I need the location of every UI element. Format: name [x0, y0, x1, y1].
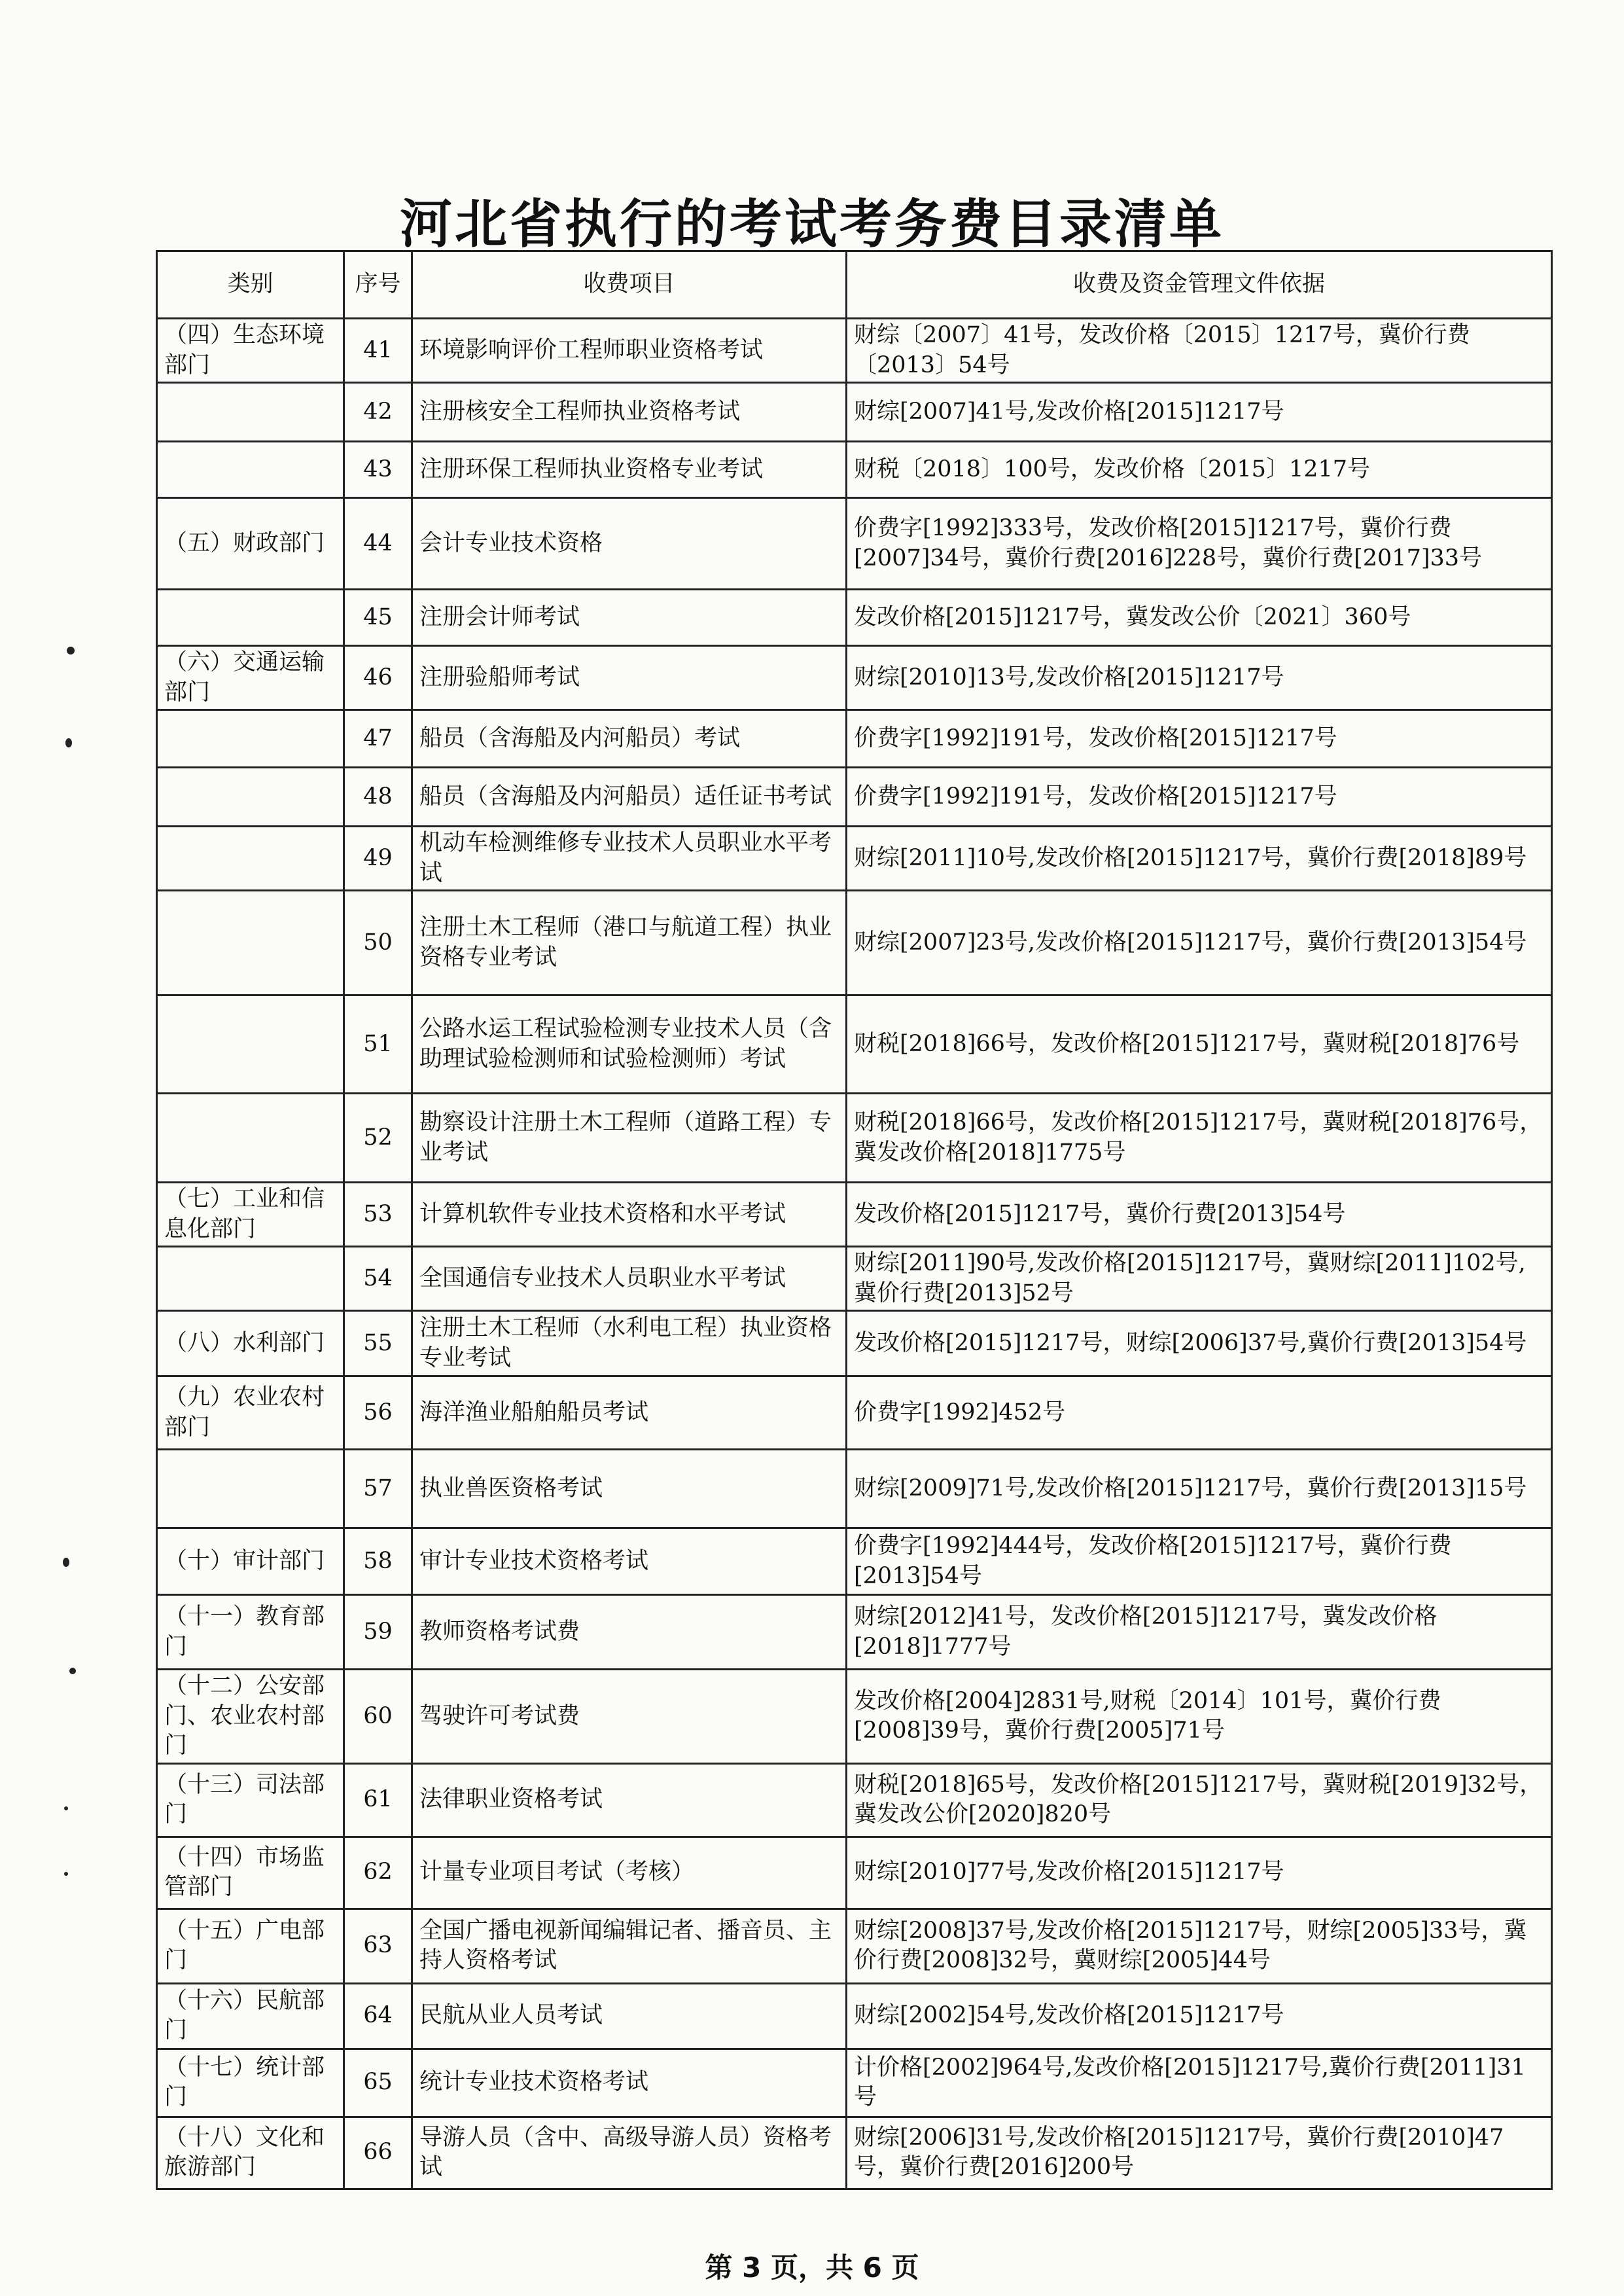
category-cell: （十三）司法部门	[157, 1763, 344, 1837]
table-row	[157, 1450, 1552, 1528]
basis-cell: 财税[2018]66号，发改价格[2015]1217号，冀财税[2018]76号	[847, 996, 1552, 1094]
item-cell: 法律职业资格考试	[412, 1763, 847, 1837]
table-body	[157, 319, 1552, 2189]
number-cell: 41	[344, 319, 412, 383]
number-cell: 56	[344, 1376, 412, 1450]
item-cell: 公路水运工程试验检测专业技术人员（含助理试验检测师和试验检测师）考试	[412, 996, 847, 1094]
number-cell: 59	[344, 1595, 412, 1670]
header-basis: 收费及资金管理文件依据	[847, 251, 1552, 319]
basis-cell: 财综[2002]54号,发改价格[2015]1217号	[847, 1983, 1552, 2049]
category-cell: （四）生态环境部门	[157, 319, 344, 383]
basis-cell: 财综〔2007〕41号，发改价格〔2015〕1217号，冀价行费〔2013〕54号	[847, 319, 1552, 383]
basis-cell: 价费字[1992]452号	[847, 1376, 1552, 1450]
table-row	[157, 1311, 1552, 1376]
number-cell: 45	[344, 590, 412, 646]
number-cell: 48	[344, 768, 412, 827]
number-cell: 55	[344, 1311, 412, 1376]
scan-speck	[64, 1872, 68, 1876]
scan-speck	[64, 1806, 68, 1810]
category-cell	[157, 996, 344, 1094]
basis-cell: 价费字[1992]444号，发改价格[2015]1217号，冀价行费[2013]54号	[847, 1528, 1552, 1595]
basis-cell: 财综[2009]71号,发改价格[2015]1217号，冀价行费[2013]15号	[847, 1450, 1552, 1528]
number-cell: 62	[344, 1837, 412, 1909]
item-cell: 注册核安全工程师执业资格考试	[412, 383, 847, 442]
basis-cell: 价费字[1992]191号，发改价格[2015]1217号	[847, 710, 1552, 768]
category-cell: （十四）市场监管部门	[157, 1837, 344, 1909]
item-cell: 勘察设计注册土木工程师（道路工程）专业考试	[412, 1094, 847, 1183]
category-cell: （十六）民航部门	[157, 1983, 344, 2049]
table-row	[157, 319, 1552, 383]
category-cell: （九）农业农村部门	[157, 1376, 344, 1450]
scan-speck	[69, 1668, 76, 1674]
basis-cell: 财综[2007]23号,发改价格[2015]1217号，冀价行费[2013]54号	[847, 891, 1552, 996]
basis-cell: 财综[2012]41号，发改价格[2015]1217号，冀发改价格[2018]1777号	[847, 1595, 1552, 1670]
item-cell: 会计专业技术资格	[412, 498, 847, 590]
item-cell: 全国广播电视新闻编辑记者、播音员、主持人资格考试	[412, 1909, 847, 1983]
category-cell: （十二）公安部门、农业农村部门	[157, 1670, 344, 1764]
item-cell: 审计专业技术资格考试	[412, 1528, 847, 1595]
item-cell: 执业兽医资格考试	[412, 1450, 847, 1528]
category-cell: （五）财政部门	[157, 498, 344, 590]
basis-cell: 财综[2006]31号,发改价格[2015]1217号，冀价行费[2010]47号，冀价行费[2016]200号	[847, 2117, 1552, 2189]
fee-catalog-table	[156, 250, 1553, 2190]
category-cell	[157, 1094, 344, 1183]
table-row	[157, 1376, 1552, 1450]
basis-cell: 财税[2018]66号，发改价格[2015]1217号，冀财税[2018]76号，冀发改价格[2018]1775号	[847, 1094, 1552, 1183]
category-cell: （十五）广电部门	[157, 1909, 344, 1983]
scan-speck	[65, 738, 72, 747]
category-cell	[157, 1247, 344, 1311]
number-cell: 49	[344, 827, 412, 891]
basis-cell: 价费字[1992]191号，发改价格[2015]1217号	[847, 768, 1552, 827]
category-cell: （十八）文化和旅游部门	[157, 2117, 344, 2189]
basis-cell: 财综[2011]10号,发改价格[2015]1217号，冀价行费[2018]89号	[847, 827, 1552, 891]
table-row	[157, 383, 1552, 442]
table-row	[157, 1094, 1552, 1183]
number-cell: 64	[344, 1983, 412, 2049]
item-cell: 海洋渔业船舶船员考试	[412, 1376, 847, 1450]
header-number: 序号	[344, 251, 412, 319]
scan-speck	[67, 647, 75, 655]
table-header-row	[157, 251, 1552, 319]
category-cell	[157, 768, 344, 827]
item-cell: 船员（含海船及内河船员）适任证书考试	[412, 768, 847, 827]
number-cell: 58	[344, 1528, 412, 1595]
table-row	[157, 1183, 1552, 1247]
basis-cell: 财综[2011]90号,发改价格[2015]1217号，冀财综[2011]102号,冀价行费[2013]52号	[847, 1247, 1552, 1311]
table-row	[157, 646, 1552, 710]
number-cell: 47	[344, 710, 412, 768]
basis-cell: 发改价格[2004]2831号,财税〔2014〕101号，冀价行费[2008]39号，冀价行费[2005]71号	[847, 1670, 1552, 1764]
number-cell: 43	[344, 442, 412, 498]
category-cell	[157, 1450, 344, 1528]
number-cell: 65	[344, 2049, 412, 2117]
category-cell: （六）交通运输部门	[157, 646, 344, 710]
table-row	[157, 827, 1552, 891]
item-cell: 注册土木工程师（水利电工程）执业资格专业考试	[412, 1311, 847, 1376]
category-cell	[157, 383, 344, 442]
number-cell: 57	[344, 1450, 412, 1528]
category-cell	[157, 827, 344, 891]
basis-cell: 计价格[2002]964号,发改价格[2015]1217号,冀价行费[2011]31号	[847, 2049, 1552, 2117]
category-cell: （十七）统计部门	[157, 2049, 344, 2117]
basis-cell: 财税〔2018〕100号，发改价格〔2015〕1217号	[847, 442, 1552, 498]
number-cell: 42	[344, 383, 412, 442]
item-cell: 环境影响评价工程师职业资格考试	[412, 319, 847, 383]
category-cell: （十一）教育部门	[157, 1595, 344, 1670]
basis-cell: 财税[2018]65号，发改价格[2015]1217号，冀财税[2019]32号，冀发改公价[2020]820号	[847, 1763, 1552, 1837]
table-row	[157, 996, 1552, 1094]
number-cell: 50	[344, 891, 412, 996]
item-cell: 注册验船师考试	[412, 646, 847, 710]
header-category: 类别	[157, 251, 344, 319]
item-cell: 统计专业技术资格考试	[412, 2049, 847, 2117]
category-cell	[157, 590, 344, 646]
table-row	[157, 442, 1552, 498]
scan-speck	[63, 1558, 69, 1567]
table-row	[157, 498, 1552, 590]
table-row	[157, 891, 1552, 996]
item-cell: 注册土木工程师（港口与航道工程）执业资格专业考试	[412, 891, 847, 996]
table-row	[157, 1670, 1552, 1764]
basis-cell: 财综[2008]37号,发改价格[2015]1217号，财综[2005]33号，冀价行费[2008]32号，冀财综[2005]44号	[847, 1909, 1552, 1983]
page-number-footer: 第 3 页，共 6 页	[705, 2251, 919, 2284]
item-cell: 导游人员（含中、高级导游人员）资格考试	[412, 2117, 847, 2189]
item-cell: 注册会计师考试	[412, 590, 847, 646]
header-item: 收费项目	[412, 251, 847, 319]
basis-cell: 财综[2007]41号,发改价格[2015]1217号	[847, 383, 1552, 442]
category-cell	[157, 891, 344, 996]
item-cell: 全国通信专业技术人员职业水平考试	[412, 1247, 847, 1311]
table-row	[157, 1528, 1552, 1595]
table-row	[157, 768, 1552, 827]
table-row	[157, 1763, 1552, 1837]
category-cell: （八）水利部门	[157, 1311, 344, 1376]
table-row	[157, 590, 1552, 646]
category-cell	[157, 710, 344, 768]
item-cell: 计量专业项目考试（考核）	[412, 1837, 847, 1909]
number-cell: 63	[344, 1909, 412, 1983]
number-cell: 53	[344, 1183, 412, 1247]
basis-cell: 发改价格[2015]1217号，冀价行费[2013]54号	[847, 1183, 1552, 1247]
table-row	[157, 710, 1552, 768]
item-cell: 民航从业人员考试	[412, 1983, 847, 2049]
item-cell: 计算机软件专业技术资格和水平考试	[412, 1183, 847, 1247]
table-row	[157, 1247, 1552, 1311]
basis-cell: 发改价格[2015]1217号，冀发改公价〔2021〕360号	[847, 590, 1552, 646]
table-row	[157, 1837, 1552, 1909]
basis-cell: 财综[2010]77号,发改价格[2015]1217号	[847, 1837, 1552, 1909]
number-cell: 61	[344, 1763, 412, 1837]
category-cell: （十）审计部门	[157, 1528, 344, 1595]
table-row	[157, 1983, 1552, 2049]
item-cell: 教师资格考试费	[412, 1595, 847, 1670]
table-row	[157, 2049, 1552, 2117]
number-cell: 60	[344, 1670, 412, 1764]
item-cell: 驾驶许可考试费	[412, 1670, 847, 1764]
table-row	[157, 1909, 1552, 1983]
table-row	[157, 2117, 1552, 2189]
number-cell: 46	[344, 646, 412, 710]
page-title: 河北省执行的考试考务费目录清单	[400, 194, 1224, 255]
category-cell	[157, 442, 344, 498]
table-row	[157, 1595, 1552, 1670]
item-cell: 船员（含海船及内河船员）考试	[412, 710, 847, 768]
number-cell: 44	[344, 498, 412, 590]
category-cell: （七）工业和信息化部门	[157, 1183, 344, 1247]
item-cell: 机动车检测维修专业技术人员职业水平考试	[412, 827, 847, 891]
item-cell: 注册环保工程师执业资格专业考试	[412, 442, 847, 498]
number-cell: 66	[344, 2117, 412, 2189]
basis-cell: 财综[2010]13号,发改价格[2015]1217号	[847, 646, 1552, 710]
basis-cell: 发改价格[2015]1217号，财综[2006]37号,冀价行费[2013]54号	[847, 1311, 1552, 1376]
number-cell: 52	[344, 1094, 412, 1183]
number-cell: 54	[344, 1247, 412, 1311]
basis-cell: 价费字[1992]333号，发改价格[2015]1217号，冀价行费[2007]34号，冀价行费[2016]228号，冀价行费[2017]33号	[847, 498, 1552, 590]
number-cell: 51	[344, 996, 412, 1094]
